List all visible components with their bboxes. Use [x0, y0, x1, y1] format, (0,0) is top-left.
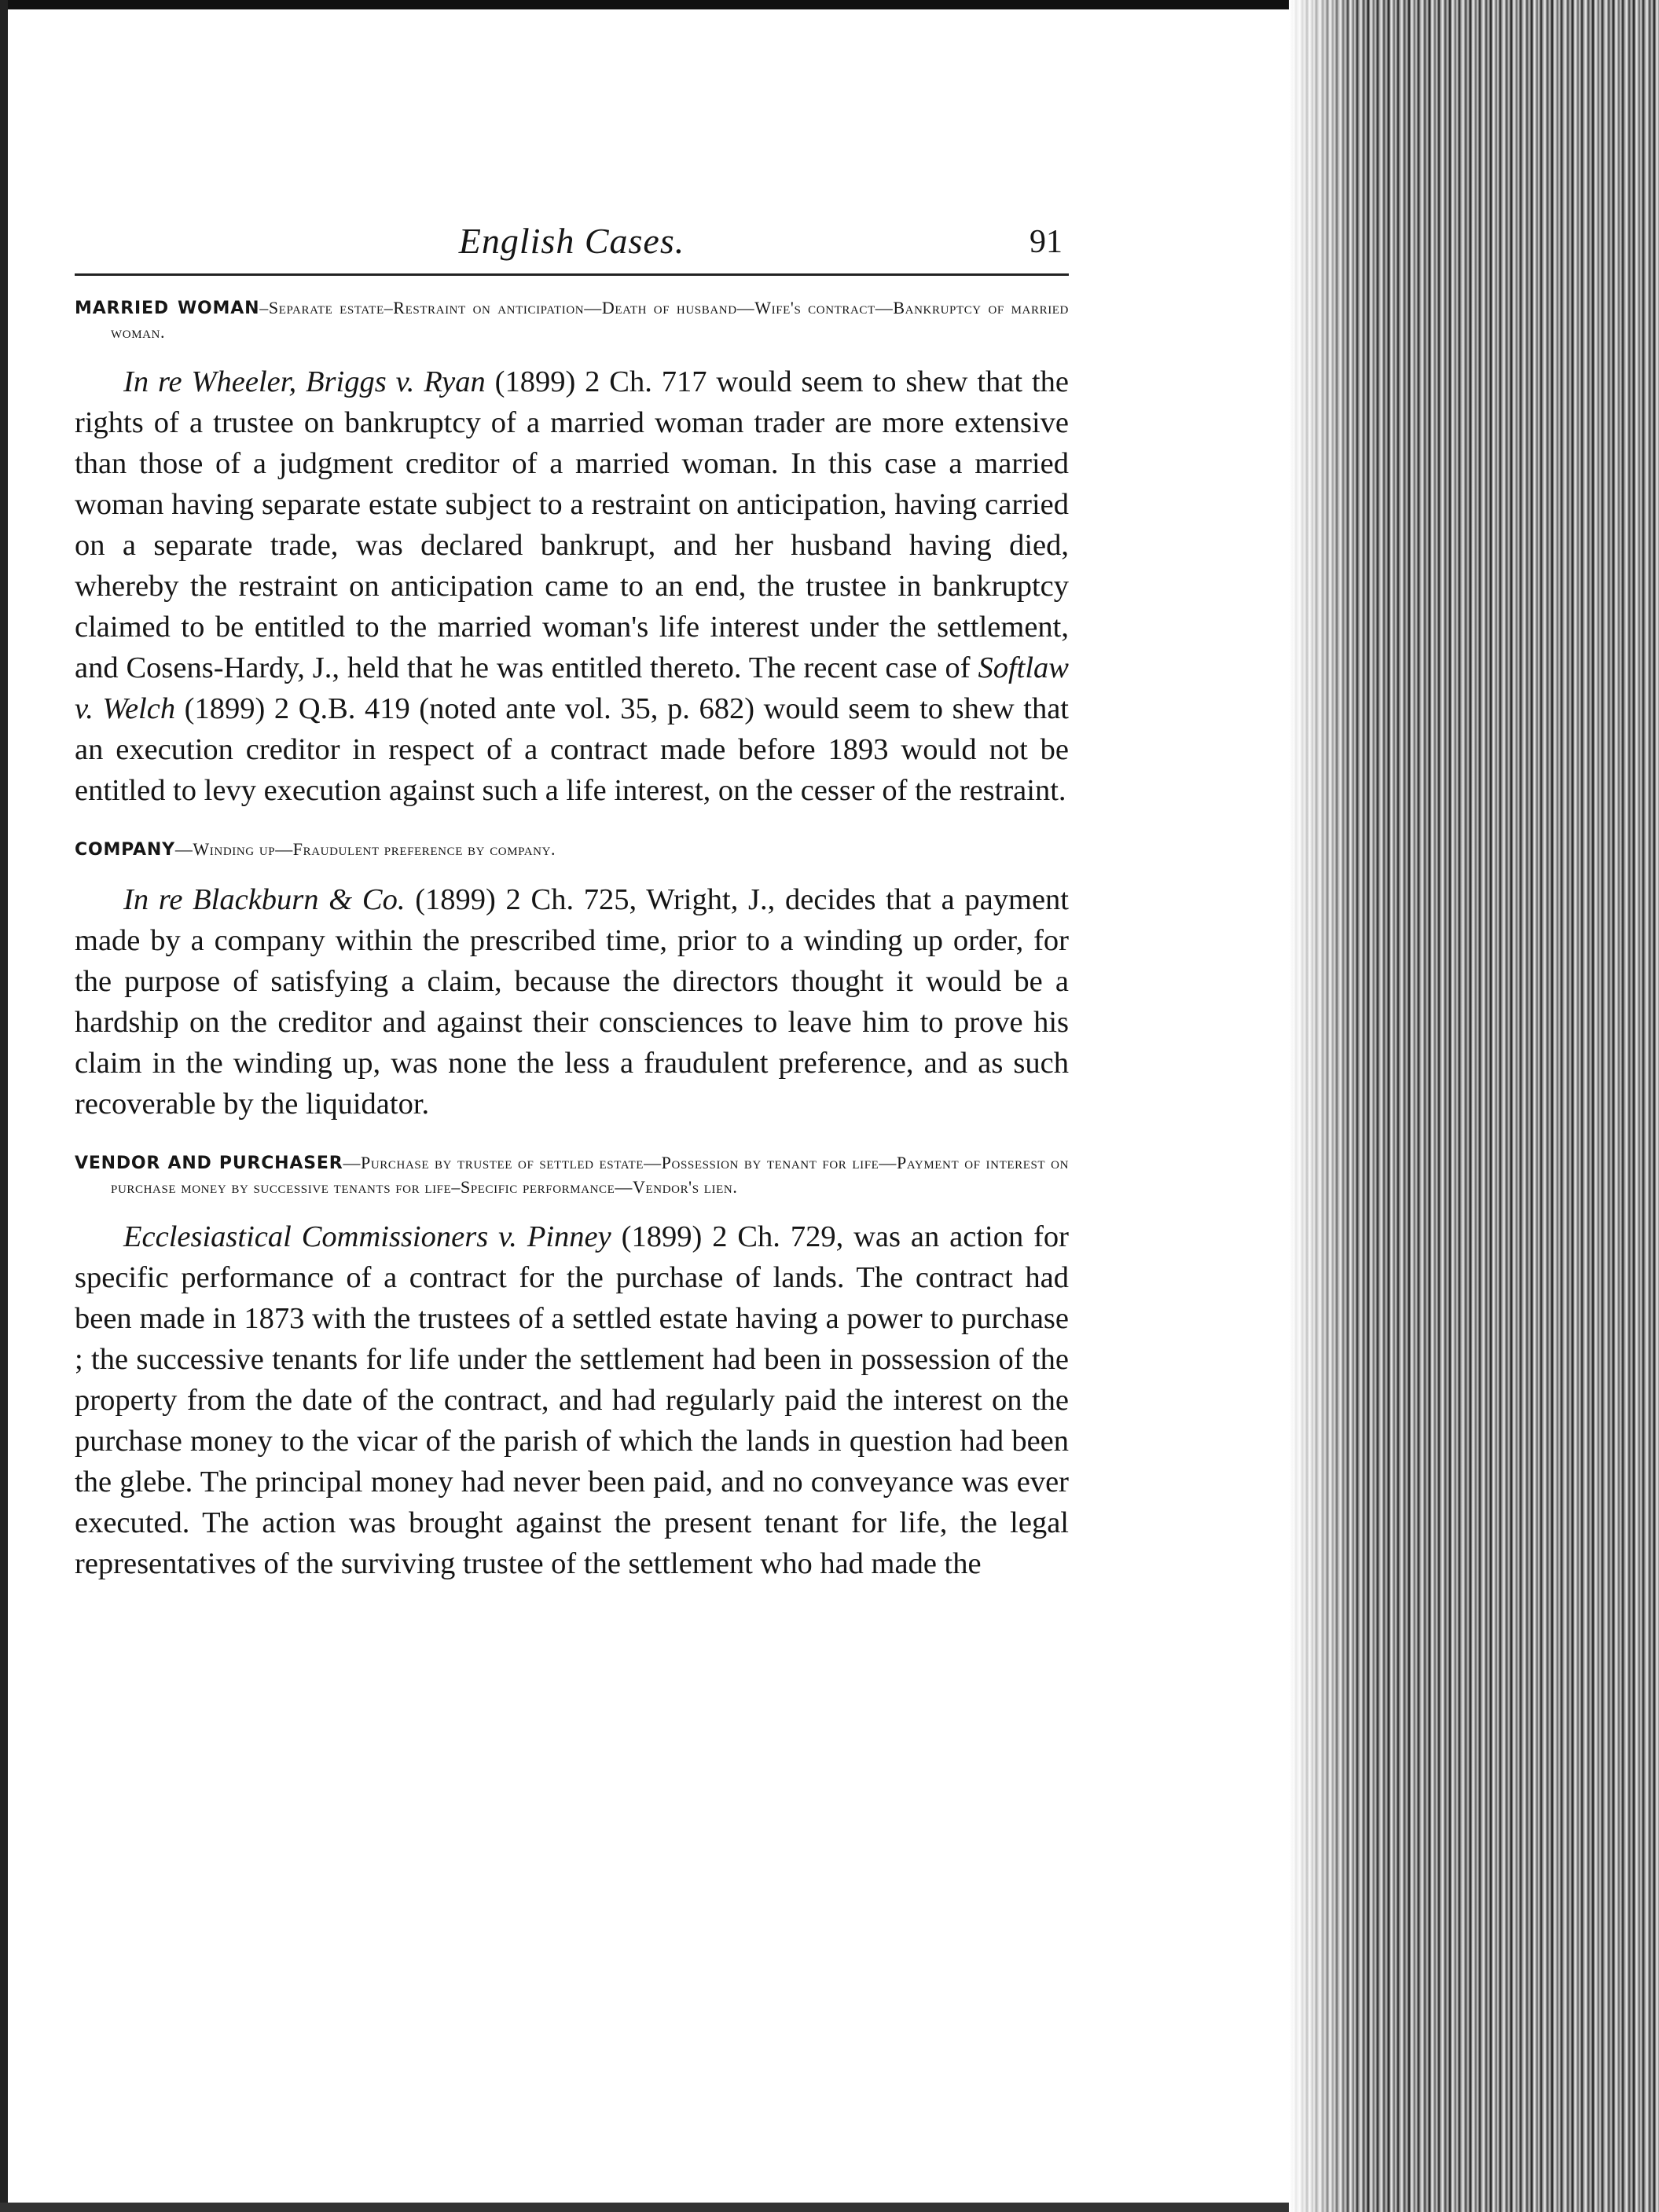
section-subtitle: —Winding up—Fraudulent preference by company. [174, 839, 556, 859]
running-title: English Cases. [458, 221, 685, 261]
case-name-cited: Softlaw v. Welch [75, 651, 1069, 725]
section-heading [75, 1151, 1069, 1199]
section-subtitle: –Separate estate–Restraint on anticipation—Death of husband—Wife's contract—Bankruptcy of married woman. [111, 298, 1069, 342]
case-paragraph [75, 879, 1069, 1124]
section-keyword: MARRIED WOMAN [75, 299, 260, 318]
page-content [75, 220, 1069, 1611]
running-header [75, 220, 1069, 269]
case-text: (1899) 2 Ch. 729, was an action for specific performance of a contract for the purchase of lands. The contract had been made in 1873 with the trustees of a settled estate having a power to purchase ; the successive tenants for life under the settlement had been in possession of the property from the date of the contract, and had regularly paid the interest on the purchase money to the vicar of the parish of which the lands in question had been the glebe. The principal money had never been paid, and no conveyance was ever executed. The action was brought against the present tenant for life, the legal representatives of the surviving trustee of the settlement who had made the [75, 1220, 1070, 1580]
section-company [75, 838, 1069, 1124]
header-rule [75, 273, 1069, 276]
section-keyword: COMPANY [75, 840, 175, 860]
scan-left-border [0, 0, 8, 2212]
section-heading [75, 296, 1069, 344]
section-married-woman [75, 296, 1069, 811]
case-text: (1899) 2 Ch. 725, Wright, J., decides that a payment made by a company within the prescribed time, prior to a winding up order, for the purpose of satisfying a claim, because the directors thought it would be a hardship on the creditor and against their consciences to leave him to prove his claim in the winding up, was none the less a fraudulent preference, and as such recoverable by the liquidator. [75, 883, 1069, 1121]
case-paragraph [75, 361, 1069, 811]
case-text: (1899) 2 Ch. 717 would seem to shew that the rights of a trustee on bankruptcy of a married woman trader are more extensive than those of a judgment creditor of a married woman. In this case a married woman having separate estate subject to a restraint on anticipation, having carried on a separate trade, was declared bankrupt, and her husband having died, whereby the restraint on anticipation came to an end, the trustee in bankruptcy claimed to be entitled to the married woman's life interest under the settlement, and Cosens-Hardy, J., held that he was entitled thereto. The recent case of [75, 365, 1070, 684]
scan-bottom-border [0, 2203, 1297, 2212]
section-subtitle: —Purchase by trustee of settled estate—Possession by tenant for life—Payment of interest on purchase money by successive tenants for life–Specific performance—Vendor's lien. [111, 1153, 1069, 1197]
case-name: In re Wheeler, Briggs v. Ryan [123, 365, 486, 398]
binding-shadow [1289, 0, 1360, 2212]
section-heading [75, 838, 1069, 862]
section-keyword: VENDOR AND PURCHASER [75, 1154, 343, 1173]
case-name: Ecclesiastical Commissioners v. Pinney [123, 1220, 611, 1253]
case-name: In re Blackburn & Co. [123, 883, 406, 916]
page-number: 91 [1030, 224, 1063, 260]
case-text-continued: (1899) 2 Q.B. 419 (noted ante vol. 35, p. 682) would seem to shew that an execution creditor in respect of a contract made before 1893 would not be entitled to levy execution against such a life interest, on the cesser of the restraint. [75, 692, 1070, 807]
section-vendor-and-purchaser [75, 1151, 1069, 1584]
case-paragraph [75, 1216, 1069, 1584]
